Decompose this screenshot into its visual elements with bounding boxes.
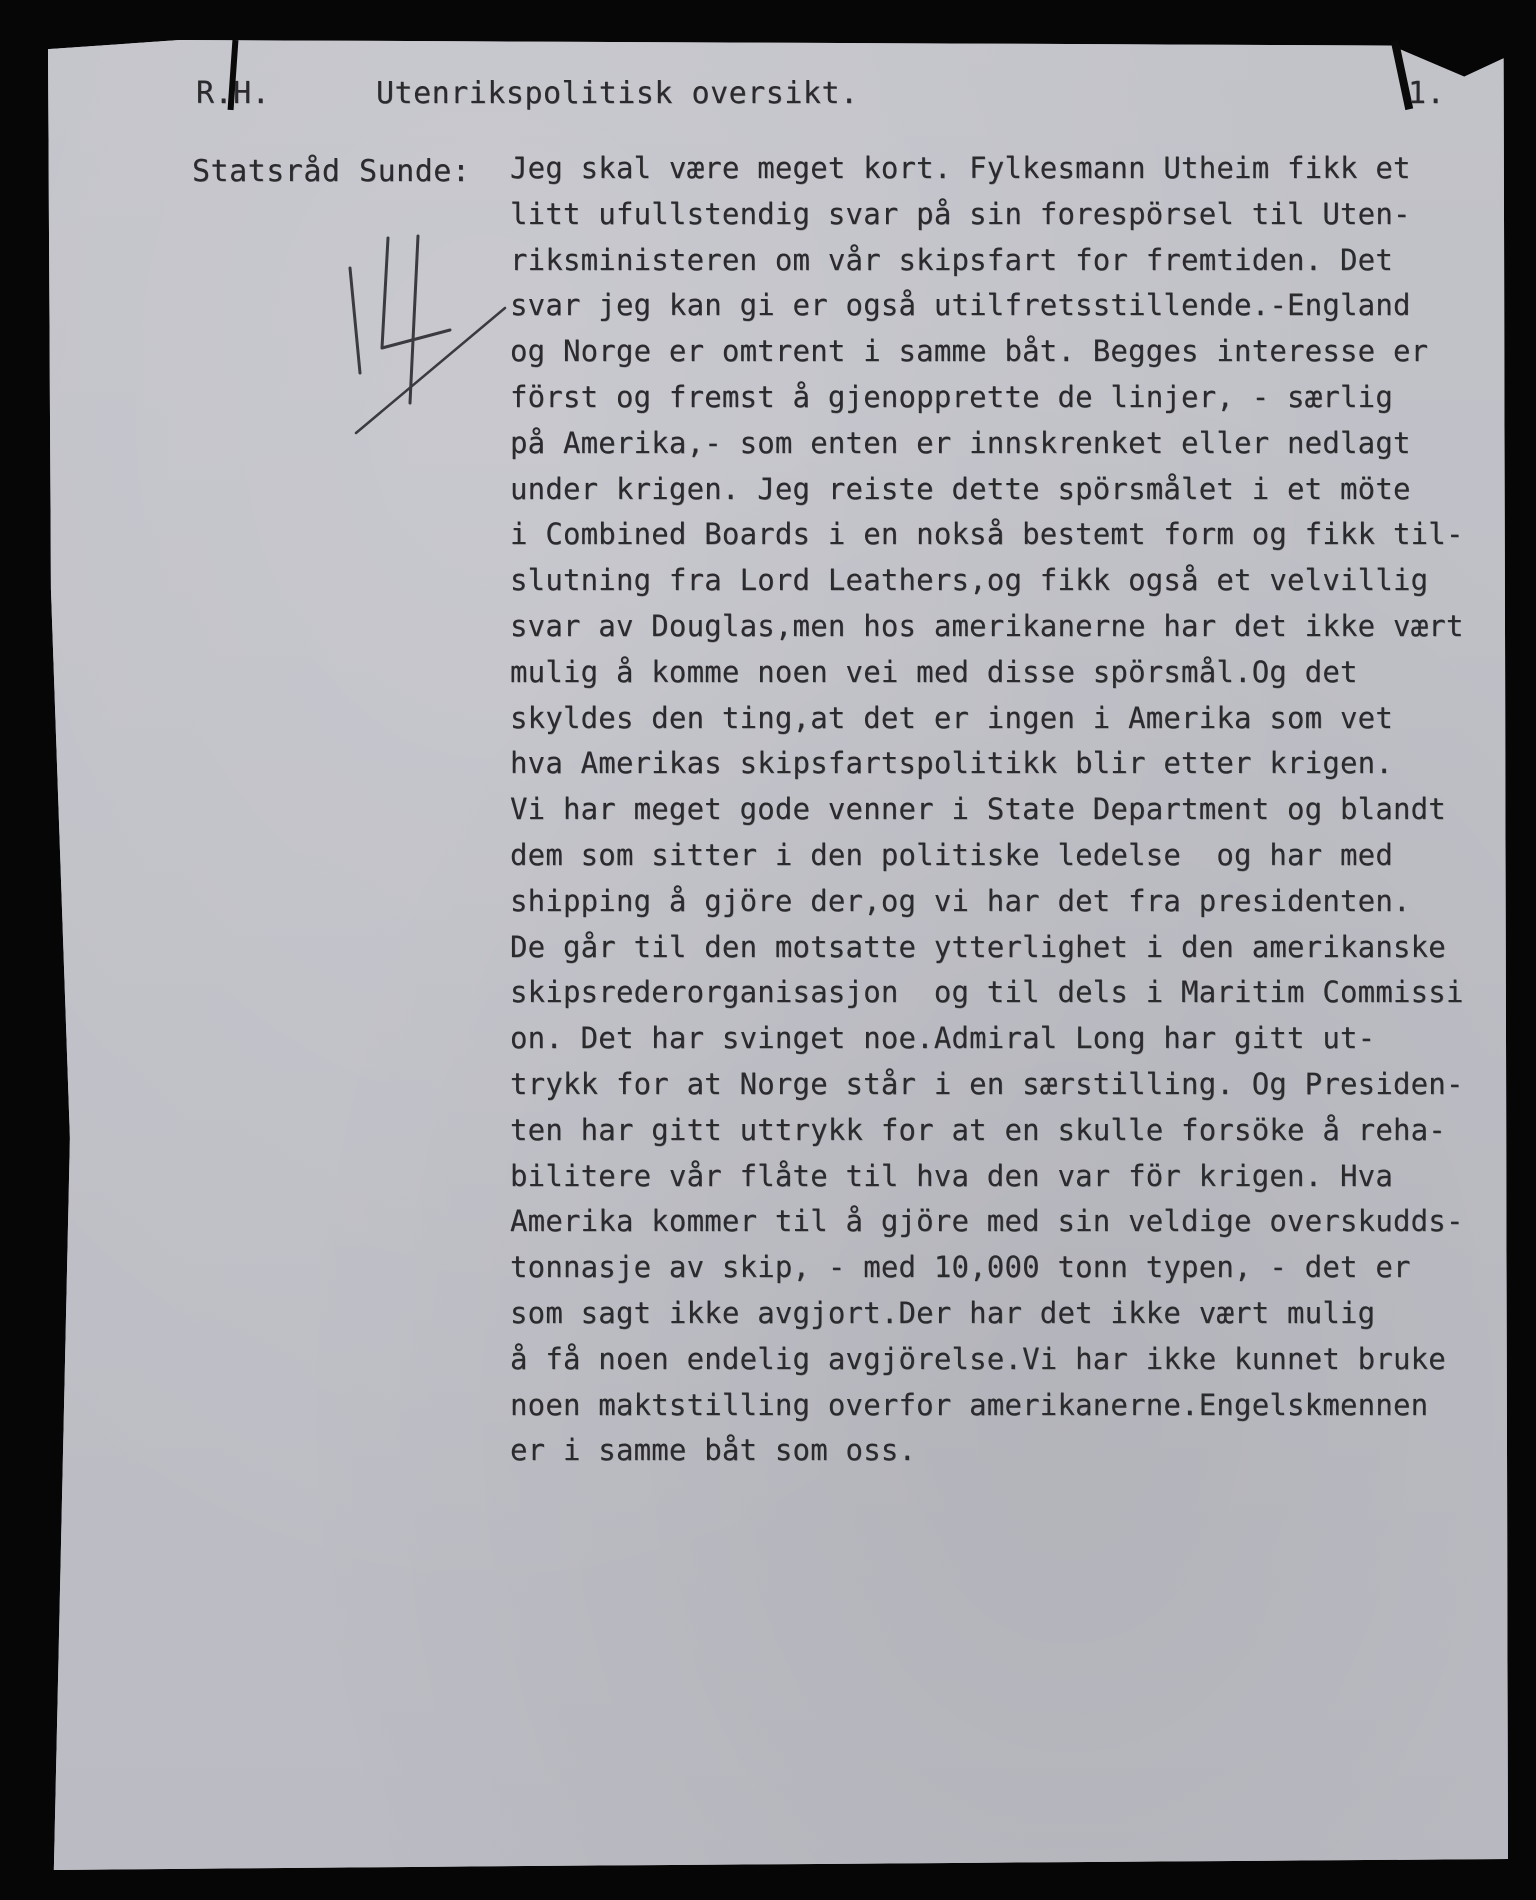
body-line: på Amerika,- som enten er innskrenket eller nedlagt bbox=[510, 425, 1411, 460]
body-line: slutning fra Lord Leathers,og fikk også et velvillig bbox=[510, 563, 1429, 598]
body-line: tonnasje av skip, - med 10,000 tonn typen, - det er bbox=[510, 1250, 1411, 1285]
speech-body bbox=[510, 146, 1500, 1474]
body-line: dem som sitter i den politiske ledelse og har med bbox=[510, 837, 1393, 872]
body-line: Vi har meget gode venner i State Department og blandt bbox=[510, 792, 1446, 827]
body-line: Amerika kommer til å gjöre med sin veldige overskudds- bbox=[510, 1204, 1464, 1239]
speaker-label: Statsråd Sunde: bbox=[192, 154, 471, 189]
body-line: riksministeren om vår skipsfart for fremtiden. Det bbox=[510, 242, 1393, 277]
page-number: 1. bbox=[1408, 76, 1446, 111]
body-line: og Norge er omtrent i samme båt. Begges interesse er bbox=[510, 334, 1429, 369]
body-line: mulig å komme noen vei med disse spörsmål.Og det bbox=[510, 654, 1358, 689]
document-title: Utenrikspolitisk oversikt. bbox=[376, 76, 859, 111]
body-line: bilitere vår flåte til hva den var för krigen. Hva bbox=[510, 1158, 1393, 1193]
body-line: skyldes den ting,at det er ingen i Amerika som vet bbox=[510, 700, 1393, 735]
body-line: noen maktstilling overfor amerikanerne.Engelskmennen bbox=[510, 1387, 1429, 1422]
body-line: trykk for at Norge står i en særstilling. Og Presiden- bbox=[510, 1066, 1464, 1101]
body-line: De går til den motsatte ytterlighet i den amerikanske bbox=[510, 929, 1446, 964]
body-line: litt ufullstendig svar på sin forespörsel til Uten- bbox=[510, 196, 1411, 231]
body-line: shipping å gjöre der,og vi har det fra presidenten. bbox=[510, 883, 1411, 918]
body-line: i Combined Boards i en nokså bestemt form og fikk til- bbox=[510, 517, 1464, 552]
body-line: å få noen endelig avgjörelse.Vi har ikke kunnet bruke bbox=[510, 1341, 1446, 1376]
body-line: on. Det har svinget noe.Admiral Long har gitt ut- bbox=[510, 1021, 1376, 1056]
body-line: ten har gitt uttrykk for at en skulle forsöke å reha- bbox=[510, 1112, 1446, 1147]
body-line: hva Amerikas skipsfartspolitikk blir etter krigen. bbox=[510, 746, 1393, 781]
body-line: svar jeg kan gi er også utilfretsstillende.-England bbox=[510, 288, 1411, 323]
header-initials: R.H. bbox=[196, 76, 271, 111]
handwritten-number-14 bbox=[330, 228, 510, 448]
body-line: Jeg skal være meget kort. Fylkesmann Utheim fikk et bbox=[510, 151, 1411, 185]
body-line: svar av Douglas,men hos amerikanerne har det ikke vært bbox=[510, 608, 1464, 643]
body-line: er i samme båt som oss. bbox=[510, 1433, 917, 1468]
body-line: som sagt ikke avgjort.Der har det ikke vært mulig bbox=[510, 1295, 1376, 1330]
body-line: skipsrederorganisasjon og til dels i Maritim Commissi bbox=[510, 975, 1464, 1010]
body-line: först og fremst å gjenopprette de linjer, - særlig bbox=[510, 379, 1393, 414]
body-line: under krigen. Jeg reiste dette spörsmålet i et möte bbox=[510, 471, 1411, 506]
